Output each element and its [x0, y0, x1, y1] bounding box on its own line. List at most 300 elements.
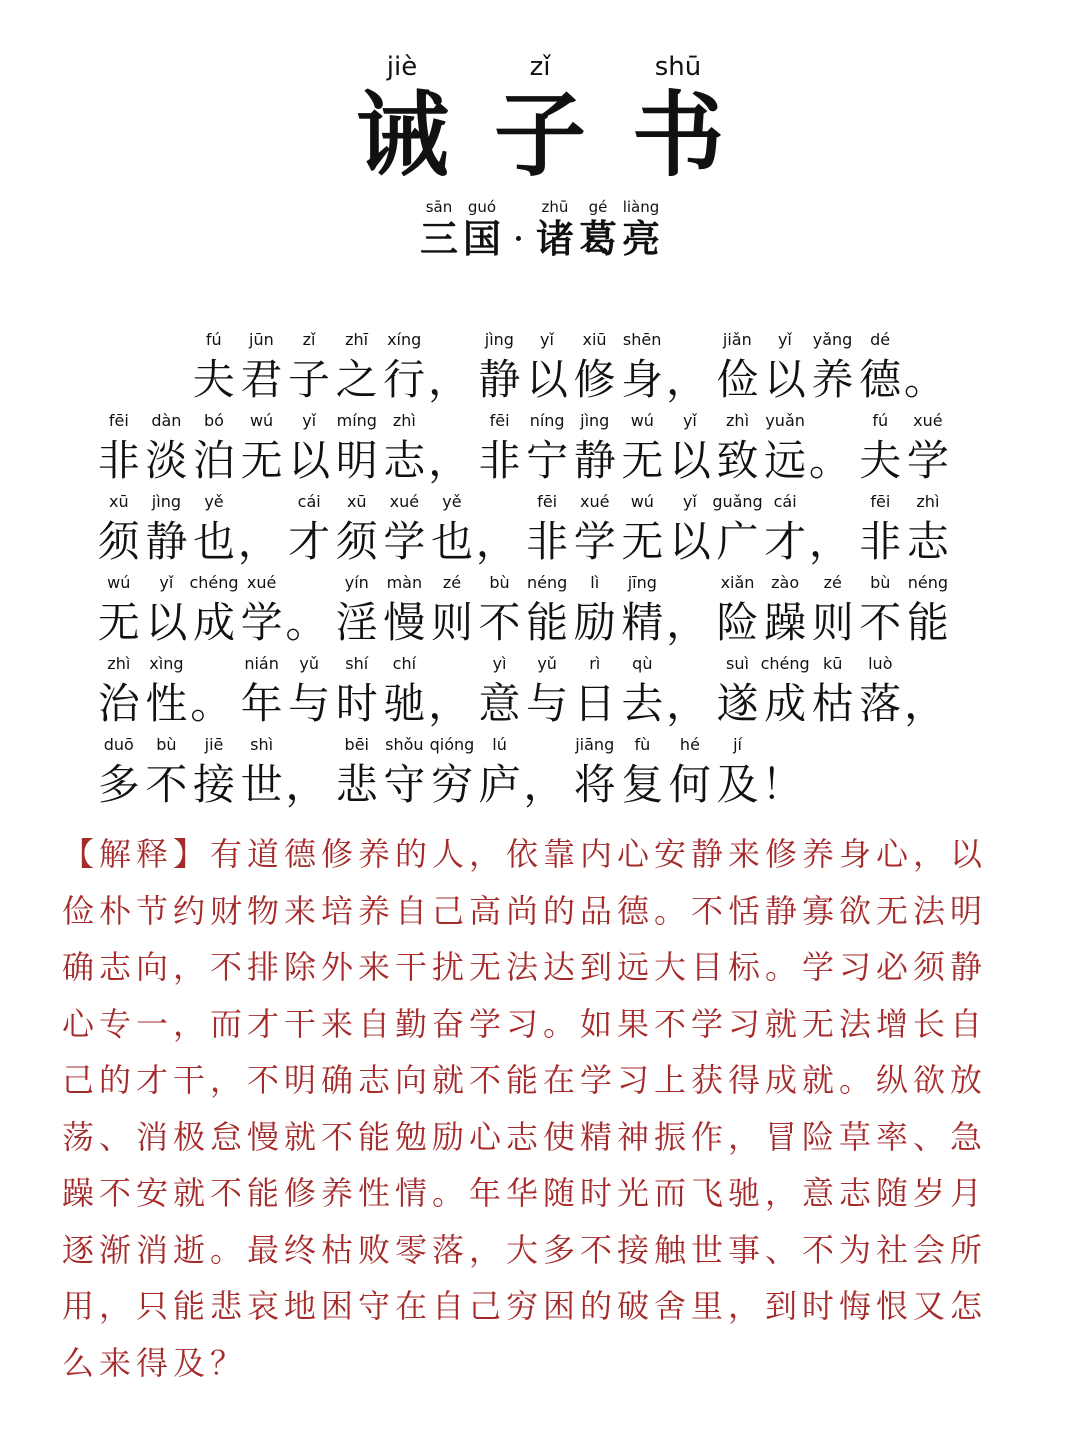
pinyin: xiǎn: [720, 573, 755, 592]
pinyin: wú: [630, 492, 654, 511]
poem-char: [714, 735, 762, 813]
hanzi: 学: [383, 517, 426, 566]
hanzi: 何: [668, 760, 711, 809]
pinyin: wú: [630, 411, 654, 430]
poem-char: [809, 654, 857, 732]
pinyin: yuǎn: [765, 411, 805, 430]
pinyin: yín: [344, 573, 369, 592]
hanzi: 非: [526, 517, 569, 566]
hanzi: 与: [526, 679, 569, 728]
punctuation: ，: [427, 355, 470, 404]
poem-char: [95, 735, 143, 813]
pinyin: guó: [467, 198, 497, 216]
explanation-line: 心专一，而才干来自勤奋学习。如果不学习就无法增长自: [62, 1004, 988, 1043]
hanzi: 以: [288, 436, 331, 485]
pinyin: fēi: [489, 411, 510, 430]
poem-char: [190, 330, 238, 408]
hanzi: 淫: [335, 598, 378, 647]
hanzi: 须: [97, 517, 140, 566]
poem-char: [381, 411, 429, 489]
poem-char: [904, 492, 952, 570]
hanzi: 复: [621, 760, 664, 809]
pinyin: yǐ: [682, 411, 697, 430]
hanzi: 静: [573, 436, 616, 485]
poem-char: [857, 411, 905, 489]
pinyin: duō: [103, 735, 134, 754]
poem-char: [143, 735, 191, 813]
hanzi: 学: [906, 436, 949, 485]
poem-char: [95, 411, 143, 489]
pinyin: jiāng: [575, 735, 615, 754]
hanzi: 无: [621, 436, 664, 485]
hanzi: 三: [419, 216, 458, 261]
explanation-line: 用，只能悲哀地困守在自己穷困的破舍里，到时悔恨又怎: [62, 1287, 988, 1325]
poem-char: [666, 735, 714, 813]
pinyin: dàn: [151, 411, 182, 430]
hanzi: 性: [145, 679, 188, 728]
author-char: [620, 198, 663, 262]
pinyin: jìng: [580, 411, 610, 430]
hanzi: 无: [240, 436, 283, 485]
pinyin: hé: [679, 735, 700, 754]
pinyin: yǐ: [777, 330, 792, 349]
pinyin: fú: [872, 411, 889, 430]
pinyin: xíng: [387, 330, 422, 349]
hanzi: 驰: [383, 679, 426, 728]
hanzi: 险: [716, 598, 759, 647]
pinyin: níng: [529, 411, 565, 430]
hanzi: 庐: [478, 760, 521, 809]
explanation-line: 确志向，不排除外来干扰无法达到远大目标。学习必须静: [62, 948, 988, 986]
poem-char: [666, 492, 714, 570]
hanzi: 不: [145, 760, 188, 809]
punctuation: ，: [475, 517, 518, 566]
punctuation: ，: [428, 679, 471, 728]
pinyin: bù: [870, 573, 891, 592]
pinyin: yǐ: [539, 330, 554, 349]
pinyin: bù: [489, 573, 510, 592]
punctuation: 。: [285, 598, 328, 647]
author-char: [534, 198, 577, 262]
poem-char: [333, 492, 381, 570]
hanzi: 静: [145, 517, 188, 566]
poem-char: [714, 330, 762, 408]
hanzi: 行: [383, 355, 426, 404]
pinyin: cái: [297, 492, 321, 511]
hanzi: 去: [621, 679, 664, 728]
poem-char: [761, 654, 809, 732]
pinyin: xué: [580, 492, 610, 511]
punctuation: ！: [761, 760, 804, 809]
poem-char: [285, 654, 333, 732]
poem-char: [333, 573, 381, 651]
hanzi: 淡: [145, 436, 188, 485]
hanzi: 遂: [716, 679, 759, 728]
poem-char: [238, 654, 286, 732]
poem-char: [333, 735, 381, 813]
poem-char: [523, 330, 571, 408]
hanzi: 诸: [535, 216, 574, 261]
hanzi: 无: [97, 598, 140, 647]
pinyin: zǐ: [302, 330, 316, 349]
poem-line: [95, 573, 995, 654]
explanation-line: 逐渐消逝。最终枯败零落，大多不接触世事、不为社会所: [62, 1230, 988, 1269]
explanation-line: 躁不安就不能修养性情。年华随时光而飞驰，意志随岁月: [62, 1174, 988, 1212]
author-char: [418, 198, 461, 262]
poem-char: [143, 492, 191, 570]
hanzi: 接: [192, 760, 235, 809]
poem-char: [809, 330, 857, 408]
pinyin: shí: [345, 654, 369, 673]
hanzi: 非: [859, 517, 902, 566]
poem-char: [523, 411, 571, 489]
punctuation: ，: [665, 355, 708, 404]
pinyin: chéng: [189, 573, 239, 592]
hanzi: 宁: [526, 436, 569, 485]
hanzi: 不: [859, 598, 902, 647]
poem-char: [571, 330, 619, 408]
poem-char: [904, 411, 952, 489]
hanzi: 俭: [716, 355, 759, 404]
title-char: [471, 52, 609, 190]
poem-char: [143, 573, 191, 651]
poem-char: [571, 735, 619, 813]
pinyin: jiǎn: [722, 330, 752, 349]
pinyin: wú: [249, 411, 274, 430]
pinyin: màn: [386, 573, 423, 592]
poem-char: [238, 330, 286, 408]
poem-char: [857, 573, 905, 651]
hanzi: 守: [383, 760, 426, 809]
pinyin: yǐ: [682, 492, 697, 511]
poem-line: [95, 654, 995, 735]
pinyin: zhì: [916, 492, 940, 511]
pinyin: fù: [634, 735, 651, 754]
hanzi: 学: [573, 517, 616, 566]
pinyin: lú: [492, 735, 507, 754]
pinyin: shēn: [622, 330, 662, 349]
poem-char: [761, 411, 809, 489]
pinyin: bēi: [344, 735, 369, 754]
hanzi: 悲: [335, 760, 378, 809]
poem-char: [95, 492, 143, 570]
punctuation: ，: [666, 598, 709, 647]
hanzi: 子: [493, 81, 586, 189]
explanation-line: 俭朴节约财物来培养自己高尚的品德。不恬静寡欲无法明: [62, 891, 988, 930]
pinyin: jí: [733, 735, 742, 754]
pinyin: xiū: [582, 330, 607, 349]
poem-char: [571, 573, 619, 651]
hanzi: 励: [573, 598, 616, 647]
hanzi: 葛: [578, 216, 617, 261]
hanzi: 无: [621, 517, 664, 566]
pinyin: xué: [246, 573, 277, 592]
poem-char: [904, 573, 952, 651]
pinyin: qióng: [429, 735, 475, 754]
punctuation: ，: [523, 760, 566, 809]
poem-char: [714, 573, 762, 651]
poem-char: [714, 411, 762, 489]
poem-char: [619, 735, 667, 813]
pinyin: jiè: [386, 52, 418, 82]
poem-char: [476, 654, 524, 732]
poem-char: [428, 573, 476, 651]
hanzi: 与: [288, 679, 331, 728]
pinyin: zhì: [726, 411, 750, 430]
poem-char: [571, 411, 619, 489]
hanzi: 广: [716, 517, 759, 566]
hanzi: 夫: [192, 355, 235, 404]
pinyin: shū: [654, 52, 702, 82]
poem-line: [95, 492, 995, 573]
poem-char: [95, 573, 143, 651]
hanzi: 以: [525, 355, 568, 404]
hanzi: 修: [573, 355, 616, 404]
pinyin: xué: [389, 492, 420, 511]
poem-char: [190, 411, 238, 489]
pinyin: jūn: [249, 330, 274, 349]
hanzi: 慢: [383, 598, 426, 647]
hanzi: 以: [145, 598, 188, 647]
poem-char: [143, 411, 191, 489]
pinyin: jìng: [151, 492, 181, 511]
poem-char: [856, 330, 904, 408]
pinyin: zǐ: [529, 52, 551, 82]
explanation-line: 【解释】有道德修养的人，依靠内心安静来修养身心，以: [62, 835, 988, 873]
hanzi: 国: [462, 216, 501, 261]
poem-char: [476, 573, 524, 651]
pinyin: fēi: [537, 492, 558, 511]
poem-char: [333, 411, 381, 489]
hanzi: 诫: [355, 81, 448, 189]
pinyin: zhì: [107, 654, 131, 673]
pinyin: shǒu: [385, 735, 424, 754]
pinyin: yě: [442, 492, 462, 511]
punctuation: ，: [666, 679, 709, 728]
author-separator: ·: [512, 217, 525, 261]
explanation: [62, 826, 1022, 1391]
hanzi: 子: [287, 355, 330, 404]
poem-char: [95, 654, 143, 732]
hanzi: 日: [573, 679, 616, 728]
poem-char: [618, 330, 666, 408]
poem-line: [95, 330, 995, 411]
author-char: [461, 198, 504, 262]
hanzi: 多: [97, 760, 140, 809]
pinyin: fú: [205, 330, 222, 349]
poem-char: [666, 411, 714, 489]
hanzi: 亮: [621, 216, 660, 261]
punctuation: ，: [285, 760, 328, 809]
hanzi: 非: [478, 436, 521, 485]
pinyin: zào: [771, 573, 800, 592]
pinyin: yǎng: [812, 330, 853, 349]
hanzi: 能: [526, 598, 569, 647]
punctuation: ，: [904, 679, 947, 728]
poem-char: [381, 735, 429, 813]
pinyin: suì: [726, 654, 749, 673]
pinyin: yì: [492, 654, 507, 673]
poem-char: [190, 573, 238, 651]
explanation-line: 荡、消极怠慢就不能勉励心志使精神振作，冒险草率、急: [62, 1117, 988, 1156]
hanzi: 落: [859, 679, 902, 728]
poem-char: [761, 492, 809, 570]
pinyin: míng: [336, 411, 377, 430]
poem-char: [476, 411, 524, 489]
poem-char: [285, 330, 333, 408]
pinyin: luò: [868, 654, 893, 673]
punctuation: 。: [903, 355, 946, 404]
explanation-line: 么来得及？: [62, 1343, 248, 1382]
poem-char: [761, 573, 809, 651]
pinyin: zé: [823, 573, 842, 592]
poem-char: [238, 573, 286, 651]
hanzi: 须: [335, 517, 378, 566]
poem-line: [95, 735, 995, 816]
pinyin: néng: [527, 573, 568, 592]
hanzi: 志: [383, 436, 426, 485]
poem-text: [95, 330, 995, 816]
explanation-line: 己的才干，不明确志向就不能在学习上获得成就。纵欲放: [62, 1061, 988, 1099]
title-char: [333, 52, 471, 190]
punctuation: ，: [237, 517, 280, 566]
pinyin: dé: [870, 330, 891, 349]
hanzi: 精: [621, 598, 664, 647]
poem-char: [619, 573, 667, 651]
pinyin: zhī: [345, 330, 369, 349]
hanzi: 躁: [764, 598, 807, 647]
poem-char: [238, 411, 286, 489]
hanzi: 世: [240, 760, 283, 809]
pinyin: yǐ: [302, 411, 317, 430]
poem-char: [381, 492, 429, 570]
hanzi: 之: [335, 355, 378, 404]
pinyin: lì: [590, 573, 600, 592]
poem-char: [619, 654, 667, 732]
hanzi: 时: [335, 679, 378, 728]
hanzi: 能: [906, 598, 949, 647]
poem-char: [381, 654, 429, 732]
pinyin: bó: [204, 411, 224, 430]
punctuation: ，: [808, 517, 851, 566]
pinyin: xū: [108, 492, 129, 511]
hanzi: 则: [430, 598, 473, 647]
hanzi: 远: [764, 436, 807, 485]
poem-char: [761, 330, 809, 408]
pinyin: gé: [588, 198, 608, 216]
pinyin: wú: [107, 573, 131, 592]
poem-char: [143, 654, 191, 732]
hanzi: 静: [478, 355, 521, 404]
hanzi: 泊: [192, 436, 235, 485]
pinyin: yǔ: [299, 654, 319, 673]
poem-char: [619, 492, 667, 570]
poem-char: [285, 492, 333, 570]
hanzi: 以: [763, 355, 806, 404]
poem-char: [333, 330, 381, 408]
punctuation: 。: [808, 436, 851, 485]
pinyin: xìng: [149, 654, 184, 673]
poem-char: [476, 735, 524, 813]
poem-char: [714, 654, 762, 732]
hanzi: 学: [240, 598, 283, 647]
poem-char: [381, 573, 429, 651]
pinyin: yǔ: [537, 654, 557, 673]
hanzi: 不: [478, 598, 521, 647]
hanzi: 才: [764, 517, 807, 566]
poem-char: [571, 654, 619, 732]
poem-char: [857, 654, 905, 732]
poem-line: [95, 411, 995, 492]
pinyin: qù: [632, 654, 653, 673]
hanzi: 才: [288, 517, 331, 566]
pinyin: guǎng: [712, 492, 763, 511]
pinyin: zé: [442, 573, 462, 592]
hanzi: 致: [716, 436, 759, 485]
poem-char: [523, 654, 571, 732]
poem-char: [333, 654, 381, 732]
author-char: [577, 198, 620, 262]
pinyin: rì: [589, 654, 601, 673]
hanzi: 将: [573, 760, 616, 809]
hanzi: 则: [811, 598, 854, 647]
pinyin: zhì: [392, 411, 416, 430]
hanzi: 身: [621, 355, 664, 404]
hanzi: 志: [906, 517, 949, 566]
hanzi: 德: [859, 355, 902, 404]
pinyin: jiē: [204, 735, 224, 754]
poem-char: [238, 735, 286, 813]
hanzi: 枯: [811, 679, 854, 728]
pinyin: nián: [244, 654, 279, 673]
poem-char: [571, 492, 619, 570]
hanzi: 以: [668, 517, 711, 566]
hanzi: 成: [764, 679, 807, 728]
poem-char: [285, 411, 333, 489]
pinyin: yě: [204, 492, 224, 511]
pinyin: chí: [392, 654, 417, 673]
punctuation: 。: [190, 679, 233, 728]
pinyin: kū: [823, 654, 843, 673]
hanzi: 明: [335, 436, 378, 485]
hanzi: 养: [811, 355, 854, 404]
punctuation: ，: [428, 436, 471, 485]
hanzi: 穷: [430, 760, 473, 809]
pinyin: zhū: [541, 198, 569, 216]
hanzi: 及: [716, 760, 759, 809]
pinyin: fēi: [870, 492, 891, 511]
pinyin: shì: [250, 735, 274, 754]
hanzi: 意: [478, 679, 521, 728]
pinyin: jìng: [484, 330, 514, 349]
poem-char: [428, 492, 476, 570]
hanzi: 君: [240, 355, 283, 404]
hanzi: 夫: [859, 436, 902, 485]
pinyin: sān: [425, 198, 453, 216]
poem-char: [476, 330, 524, 408]
poem-char: [857, 492, 905, 570]
pinyin: néng: [907, 573, 949, 592]
poem-char: [809, 573, 857, 651]
title-char: [609, 52, 747, 190]
pinyin: xué: [913, 411, 943, 430]
pinyin: bù: [156, 735, 177, 754]
poem-char: [190, 735, 238, 813]
poem-char: [380, 330, 428, 408]
hanzi: 年: [240, 679, 283, 728]
poem-char: [523, 492, 571, 570]
hanzi: 也: [192, 517, 235, 566]
